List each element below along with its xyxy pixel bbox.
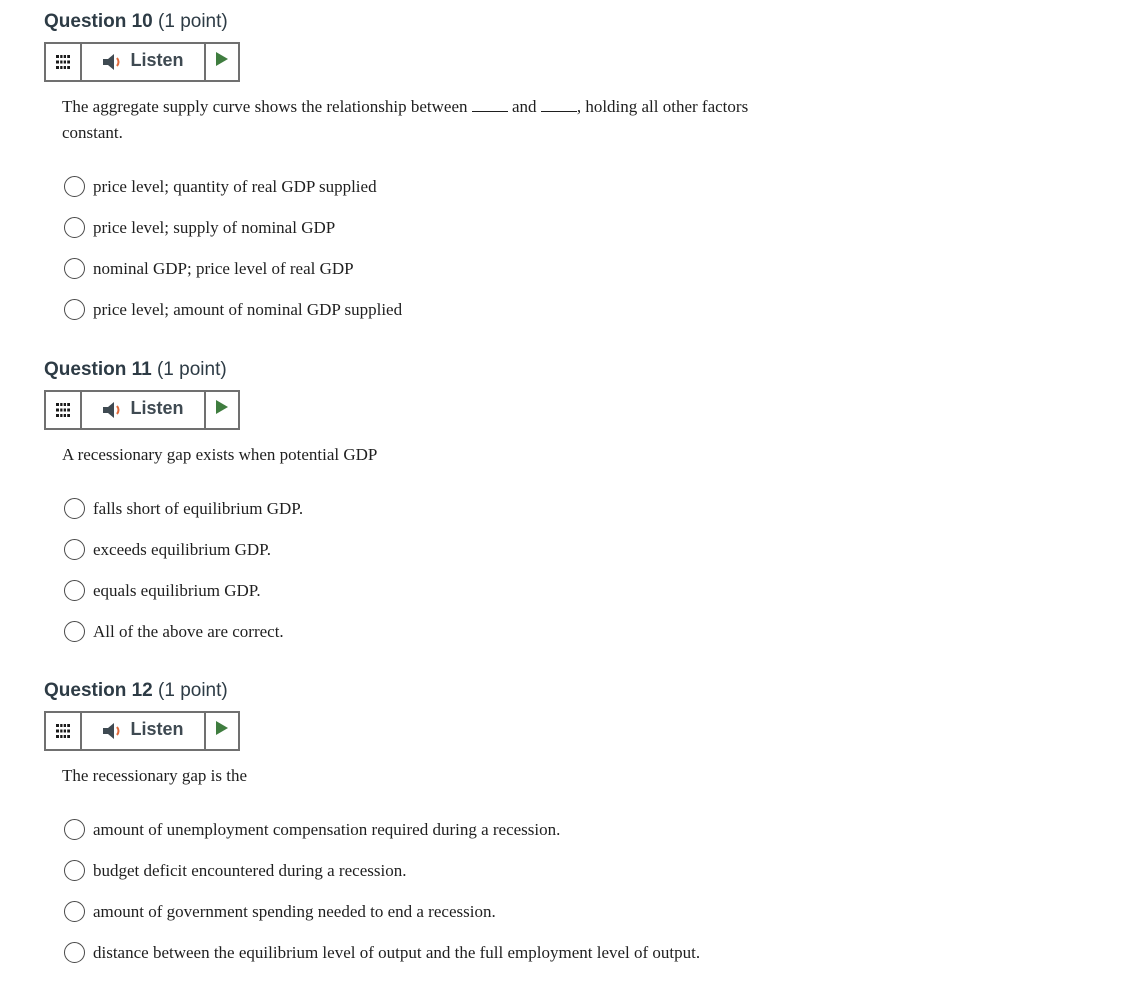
option-label: budget deficit encountered during a recession.	[93, 860, 407, 880]
question-title	[44, 679, 1104, 703]
answer-options	[64, 166, 402, 330]
blank-2	[541, 97, 577, 112]
question-label: Question 10	[44, 11, 153, 32]
listen-menu-button[interactable]	[46, 44, 82, 80]
answer-options	[64, 809, 700, 973]
speaker-icon	[102, 400, 124, 420]
radio-button[interactable]	[64, 539, 85, 560]
prompt-end: , holding all other factors constant.	[62, 97, 749, 142]
radio-button[interactable]	[64, 176, 85, 197]
radio-button[interactable]	[64, 580, 85, 601]
radio-button[interactable]	[64, 498, 85, 519]
listen-label: Listen	[130, 718, 184, 739]
play-icon	[215, 51, 229, 67]
option-label: falls short of equilibrium GDP.	[93, 498, 304, 518]
listen-toolbar	[44, 390, 240, 430]
option-label: price level; quantity of real GDP supplied	[93, 176, 377, 196]
listen-toolbar	[44, 711, 240, 751]
listen-button[interactable]	[82, 392, 206, 428]
speaker-icon	[102, 721, 124, 741]
radio-button[interactable]	[64, 819, 85, 840]
answer-option[interactable]	[64, 166, 402, 207]
play-icon	[215, 399, 229, 415]
answer-option[interactable]	[64, 809, 700, 850]
answer-option[interactable]	[64, 932, 700, 973]
play-button[interactable]	[206, 713, 238, 749]
question-label: Question 12	[44, 680, 153, 701]
prompt-start: The aggregate supply curve shows the relationship between	[62, 97, 468, 116]
question-points: (1 point)	[158, 680, 228, 701]
question-10	[44, 10, 1104, 319]
answer-option[interactable]	[64, 488, 303, 529]
option-label: amount of unemployment compensation required during a recession.	[93, 819, 561, 839]
option-label: price level; amount of nominal GDP supplied	[93, 299, 403, 319]
listen-button[interactable]	[82, 44, 206, 80]
option-label: amount of government spending needed to end a recession.	[93, 901, 496, 921]
listen-menu-button[interactable]	[46, 392, 82, 428]
answer-option[interactable]	[64, 207, 402, 248]
menu-icon	[55, 402, 71, 418]
answer-option[interactable]	[64, 289, 402, 330]
radio-button[interactable]	[64, 942, 85, 963]
question-prompt: The recessionary gap is the	[62, 766, 248, 785]
radio-button[interactable]	[64, 217, 85, 238]
radio-button[interactable]	[64, 621, 85, 642]
question-11	[44, 358, 1104, 641]
question-points: (1 point)	[158, 11, 228, 32]
option-label: exceeds equilibrium GDP.	[93, 539, 271, 559]
question-label: Question 11	[44, 359, 152, 380]
listen-button[interactable]	[82, 713, 206, 749]
prompt-and: and	[512, 97, 537, 116]
answer-option[interactable]	[64, 611, 303, 652]
question-prompt	[62, 94, 782, 146]
option-label: nominal GDP; price level of real GDP	[93, 258, 354, 278]
play-icon	[215, 720, 229, 736]
answer-option[interactable]	[64, 850, 700, 891]
question-points: (1 point)	[156, 359, 227, 380]
option-label: price level; supply of nominal GDP	[93, 217, 336, 237]
answer-options	[64, 488, 303, 652]
play-button[interactable]	[206, 44, 238, 80]
listen-label: Listen	[130, 397, 184, 418]
menu-icon	[55, 54, 71, 70]
radio-button[interactable]	[64, 901, 85, 922]
radio-button[interactable]	[64, 258, 85, 279]
answer-option[interactable]	[64, 570, 303, 611]
listen-toolbar	[44, 42, 240, 82]
question-prompt: A recessionary gap exists when potential GDP	[62, 445, 378, 464]
answer-option[interactable]	[64, 248, 402, 289]
listen-label: Listen	[130, 49, 184, 70]
menu-icon	[55, 723, 71, 739]
question-title	[44, 358, 1104, 382]
blank-1	[472, 97, 508, 112]
question-title	[44, 10, 1104, 34]
radio-button[interactable]	[64, 299, 85, 320]
option-label: All of the above are correct.	[93, 621, 284, 641]
play-button[interactable]	[206, 392, 238, 428]
answer-option[interactable]	[64, 529, 303, 570]
listen-menu-button[interactable]	[46, 713, 82, 749]
option-label: distance between the equilibrium level of output and the full employment level of output.	[93, 942, 701, 962]
speaker-icon	[102, 52, 124, 72]
answer-option[interactable]	[64, 891, 700, 932]
question-12	[44, 679, 1104, 962]
radio-button[interactable]	[64, 860, 85, 881]
option-label: equals equilibrium GDP.	[93, 580, 261, 600]
